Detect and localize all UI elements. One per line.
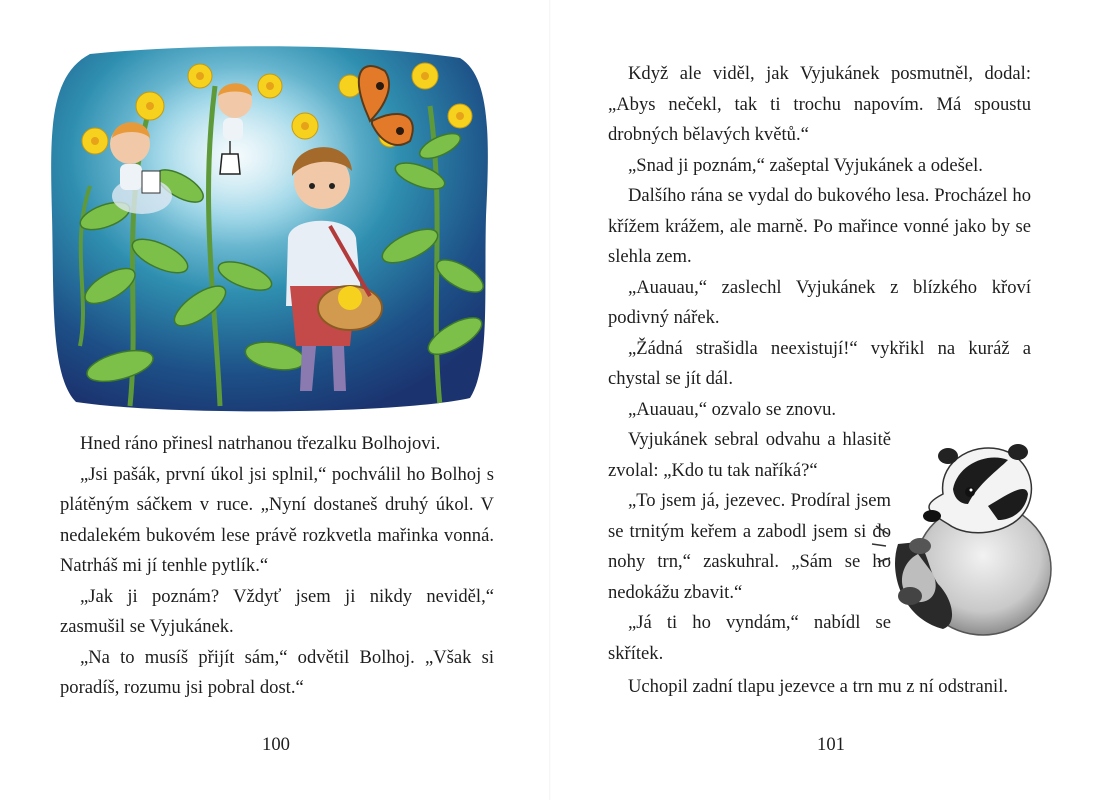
paragraph: „Já ti ho vyndám,“ nabídl se skřítek. xyxy=(608,612,891,664)
paragraph: „Jak ji poznám? Vždyť jsem ji nikdy neviděl,“ zasmušil se Vyjukánek. xyxy=(60,585,494,637)
paragraph: „Snad ji poznám,“ zašeptal Vyjukánek a odešel. xyxy=(628,154,983,176)
right-page-text-wrapped xyxy=(608,425,891,669)
paragraph: „To jsem já, jezevec. Prodíral jsem se trnitým keřem a zabodl jsem si do nohy trn,“ zaskuhral. „Sám se ho nedokážu zbavit.“ xyxy=(608,490,891,603)
paragraph: Hned ráno přinesl natrhanou třezalku Bolhojovi. xyxy=(80,433,441,454)
elf-forest-illustration xyxy=(50,46,490,412)
paragraph: „Žádná strašidla neexistují!“ vykřikl na kuráž a chystal se jít dál. xyxy=(608,337,1031,389)
page-number-left: 100 xyxy=(262,734,290,755)
page-number-right: 101 xyxy=(817,734,845,755)
paragraph: „Auauau,“ ozvalo se znovu. xyxy=(628,398,837,420)
right-page-text-top xyxy=(608,59,1031,425)
paragraph: Vyjukánek sebral odvahu a hlasitě zvolal: „Kdo tu tak naříká?“ xyxy=(608,429,891,481)
paragraph: „Na to musíš přijít sám,“ odvětil Bolhoj. „Však si poradíš, rozumu jsi pobral dost.“ xyxy=(60,646,494,698)
badger-illustration xyxy=(858,434,1058,642)
paragraph: Uchopil zadní tlapu jezevce a trn mu z ní odstranil. xyxy=(628,676,1009,697)
paragraph: „Jsi pašák, první úkol jsi splnil,“ pochválil ho Bolhoj s plátěným sáčkem v ruce. „Nyní dostaneš druhý úkol. V nedalekém bukovém lese právě rozkvetla mařinka vonná. Natrháš mi jí tenhle pytlík.“ xyxy=(60,463,494,576)
paragraph: Když ale viděl, jak Vyjukánek posmutněl, dodal: „Abys nečekl, tak ti trochu napovím. Má spoustu drobných bělavých květů.“ xyxy=(608,63,1031,145)
paragraph: „Auauau,“ zaslechl Vyjukánek z blízkého křoví podivný nářek. xyxy=(608,276,1031,328)
left-page-text xyxy=(60,429,494,704)
right-page-text-bottom xyxy=(608,672,1031,703)
paragraph: Dalšího rána se vydal do bukového lesa. Procházel ho křížem krážem, ale marně. Po mařince vonné jako by se slehla zem. xyxy=(608,185,1031,267)
